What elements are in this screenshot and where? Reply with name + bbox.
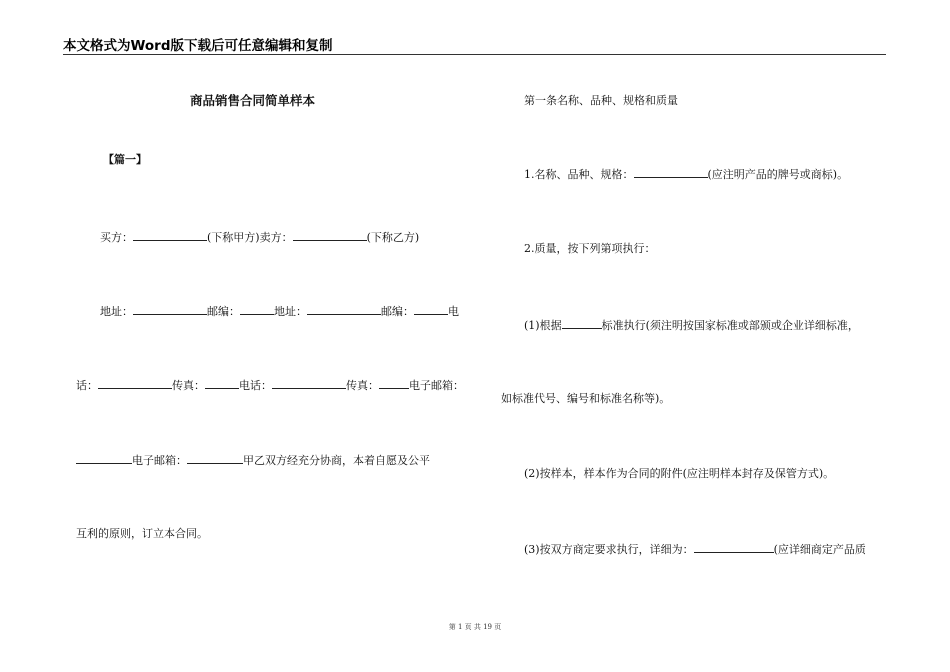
closing-line: 互利的原则，订立本合同。 — [76, 527, 208, 540]
clause-2-1-continued: 如标准代号、编号和标准名称等)。 — [501, 392, 671, 405]
email-label: 电子邮箱： — [132, 454, 187, 467]
phone-label-end: 话： — [76, 379, 98, 392]
phone-label: 电话： — [239, 379, 272, 392]
blank-field — [133, 230, 207, 241]
blank-field — [133, 304, 207, 315]
blank-field — [76, 453, 132, 464]
blank-field — [293, 230, 367, 241]
blank-field — [694, 542, 774, 553]
clause-1 — [524, 167, 848, 182]
section-label: 【篇一】 — [103, 153, 147, 166]
fax-label: 传真： — [346, 379, 379, 392]
seller-label: (下称甲方)卖方： — [207, 231, 293, 244]
buyer-label: 买方： — [100, 231, 133, 244]
blank-field — [379, 378, 409, 389]
postcode-label: 邮编： — [381, 305, 414, 318]
email-line — [76, 453, 430, 468]
party-b-label: (下称乙方) — [366, 231, 420, 244]
clause-2: 2.质量，按下列第项执行： — [524, 242, 656, 255]
clause-2-1 — [524, 318, 859, 333]
clause-2-3-note: (应详细商定产品质 — [773, 543, 866, 556]
clause-2-2: (2)按样本，样本作为合同的附件(应注明样本封存及保管方式)。 — [524, 467, 835, 480]
blank-field — [272, 378, 346, 389]
clause-1-note: (应注明产品的牌号或商标)。 — [707, 168, 849, 181]
fax-label: 传真： — [172, 379, 205, 392]
clause-1-label: 1.名称、品种、规格： — [524, 168, 634, 181]
blank-field — [634, 167, 708, 178]
buyer-seller-line — [100, 230, 419, 245]
blank-field — [414, 304, 448, 315]
clause-2-3 — [524, 542, 866, 557]
blank-field — [98, 378, 172, 389]
document-title: 商品销售合同简单样本 — [190, 93, 316, 108]
clause-2-3-label: (3)按双方商定要求执行，详细为： — [524, 543, 694, 556]
email-label: 电子邮箱： — [409, 379, 464, 392]
blank-field — [205, 378, 239, 389]
clause-2-1-text: 标准执行(须注明按国家标准或部颁或企业详细标准， — [601, 319, 859, 332]
phone-label-start: 电 — [448, 305, 459, 318]
address-line — [100, 304, 459, 319]
postcode-label: 邮编： — [207, 305, 240, 318]
article-heading: 第一条名称、品种、规格和质量 — [524, 94, 678, 107]
clause-2-1-label: (1)根据 — [524, 319, 562, 332]
address-label: 地址： — [274, 305, 307, 318]
address-label: 地址： — [100, 305, 133, 318]
blank-field — [562, 318, 602, 329]
header-text: 本文格式为Word版下载后可任意编辑和复制 — [63, 38, 333, 54]
phone-line — [76, 378, 464, 393]
blank-field — [187, 453, 243, 464]
blank-field — [240, 304, 274, 315]
agreement-text: 甲乙双方经充分协商，本着自愿及公平 — [243, 454, 430, 467]
blank-field — [307, 304, 381, 315]
page-footer: 第 1 页 共 19 页 — [448, 623, 502, 631]
page-header — [63, 34, 886, 55]
